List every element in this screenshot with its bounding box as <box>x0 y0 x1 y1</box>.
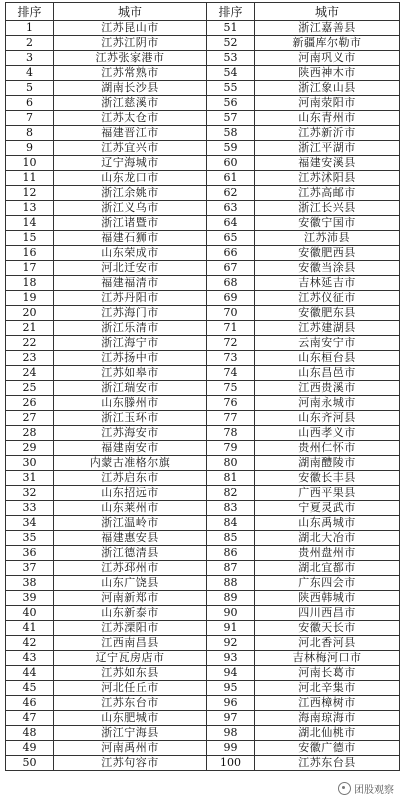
city-left-cell: 福建福清市 <box>54 276 207 291</box>
rank-right-cell: 100 <box>207 756 255 771</box>
city-ranking-table <box>5 2 400 771</box>
rank-left-cell: 20 <box>6 306 54 321</box>
city-right-cell: 新疆库尔勒市 <box>255 36 400 51</box>
rank-right-cell: 81 <box>207 471 255 486</box>
rank-right-cell: 94 <box>207 666 255 681</box>
rank-right-cell: 80 <box>207 456 255 471</box>
rank-left-cell: 44 <box>6 666 54 681</box>
city-left-cell: 江苏张家港市 <box>54 51 207 66</box>
rank-left-cell: 31 <box>6 471 54 486</box>
rank-right-cell: 56 <box>207 96 255 111</box>
city-left-cell: 河南新郑市 <box>54 591 207 606</box>
table-row <box>6 261 400 276</box>
city-left-cell: 浙江德清县 <box>54 546 207 561</box>
city-right-cell: 江西贵溪市 <box>255 381 400 396</box>
city-right-cell: 海南琼海市 <box>255 711 400 726</box>
table-row <box>6 126 400 141</box>
city-left-cell: 浙江诸暨市 <box>54 216 207 231</box>
city-right-cell: 安徽天长市 <box>255 621 400 636</box>
rank-right-cell: 85 <box>207 531 255 546</box>
city-right-cell: 江苏沛县 <box>255 231 400 246</box>
rank-right-cell: 68 <box>207 276 255 291</box>
city-left-cell: 江苏溧阳市 <box>54 621 207 636</box>
table-row <box>6 171 400 186</box>
table-row <box>6 81 400 96</box>
rank-right-cell: 89 <box>207 591 255 606</box>
rank-right-cell: 54 <box>207 66 255 81</box>
city-left-cell: 河北任丘市 <box>54 681 207 696</box>
city-left-cell: 江苏邳州市 <box>54 561 207 576</box>
wechat-logo-icon <box>338 782 351 795</box>
table-row <box>6 651 400 666</box>
table-row <box>6 486 400 501</box>
rank-right-cell: 62 <box>207 186 255 201</box>
rank-left-cell: 1 <box>6 21 54 36</box>
rank-right-cell: 73 <box>207 351 255 366</box>
rank-right-cell: 64 <box>207 216 255 231</box>
city-right-cell: 江苏东台县 <box>255 756 400 771</box>
city-right-cell: 吉林延吉市 <box>255 276 400 291</box>
table-row <box>6 366 400 381</box>
city-right-cell: 山西孝义市 <box>255 426 400 441</box>
rank-right-cell: 93 <box>207 651 255 666</box>
rank-right-cell: 97 <box>207 711 255 726</box>
rank-left-cell: 24 <box>6 366 54 381</box>
rank-left-cell: 49 <box>6 741 54 756</box>
city-right-cell: 云南安宁市 <box>255 336 400 351</box>
table-row <box>6 426 400 441</box>
city-left-cell: 浙江瑞安市 <box>54 381 207 396</box>
city-right-cell: 江苏高邮市 <box>255 186 400 201</box>
rank-left-cell: 45 <box>6 681 54 696</box>
city-left-cell: 江苏丹阳市 <box>54 291 207 306</box>
city-right-cell: 山东青州市 <box>255 111 400 126</box>
city-left-cell: 江西南昌县 <box>54 636 207 651</box>
rank-right-cell: 72 <box>207 336 255 351</box>
table-row <box>6 531 400 546</box>
city-right-cell: 河南长葛市 <box>255 666 400 681</box>
table-row <box>6 561 400 576</box>
city-left-cell: 江苏启东市 <box>54 471 207 486</box>
rank-right-cell: 82 <box>207 486 255 501</box>
table-row <box>6 411 400 426</box>
city-left-cell: 山东龙口市 <box>54 171 207 186</box>
rank-left-cell: 6 <box>6 96 54 111</box>
city-left-cell: 辽宁海城市 <box>54 156 207 171</box>
table-row <box>6 21 400 36</box>
city-left-cell: 江苏海安市 <box>54 426 207 441</box>
rank-left-cell: 12 <box>6 186 54 201</box>
table-row <box>6 621 400 636</box>
table-row <box>6 351 400 366</box>
rank-right-cell: 84 <box>207 516 255 531</box>
header-city-right: 城市 <box>255 3 400 21</box>
city-left-cell: 江苏常熟市 <box>54 66 207 81</box>
rank-left-cell: 46 <box>6 696 54 711</box>
city-left-cell: 浙江慈溪市 <box>54 96 207 111</box>
rank-left-cell: 16 <box>6 246 54 261</box>
rank-right-cell: 74 <box>207 366 255 381</box>
rank-left-cell: 7 <box>6 111 54 126</box>
city-right-cell: 山东禹城市 <box>255 516 400 531</box>
city-right-cell: 湖北仙桃市 <box>255 726 400 741</box>
rank-right-cell: 69 <box>207 291 255 306</box>
table-row <box>6 216 400 231</box>
rank-left-cell: 14 <box>6 216 54 231</box>
table-row <box>6 546 400 561</box>
city-right-cell: 河北香河县 <box>255 636 400 651</box>
table-row <box>6 141 400 156</box>
table-row <box>6 276 400 291</box>
table-row <box>6 36 400 51</box>
rank-left-cell: 19 <box>6 291 54 306</box>
rank-right-cell: 67 <box>207 261 255 276</box>
city-right-cell: 吉林梅河口市 <box>255 651 400 666</box>
city-right-cell: 浙江嘉善县 <box>255 21 400 36</box>
table-row <box>6 156 400 171</box>
rank-left-cell: 5 <box>6 81 54 96</box>
rank-right-cell: 63 <box>207 201 255 216</box>
rank-right-cell: 57 <box>207 111 255 126</box>
rank-right-cell: 86 <box>207 546 255 561</box>
rank-left-cell: 8 <box>6 126 54 141</box>
rank-left-cell: 22 <box>6 336 54 351</box>
rank-right-cell: 79 <box>207 441 255 456</box>
rank-right-cell: 60 <box>207 156 255 171</box>
city-right-cell: 四川西昌市 <box>255 606 400 621</box>
city-left-cell: 山东招远市 <box>54 486 207 501</box>
rank-right-cell: 96 <box>207 696 255 711</box>
table-row <box>6 756 400 771</box>
city-right-cell: 江苏建湖县 <box>255 321 400 336</box>
city-left-cell: 河南禹州市 <box>54 741 207 756</box>
rank-right-cell: 70 <box>207 306 255 321</box>
rank-right-cell: 90 <box>207 606 255 621</box>
table-row <box>6 51 400 66</box>
rank-right-cell: 75 <box>207 381 255 396</box>
rank-left-cell: 43 <box>6 651 54 666</box>
table-row <box>6 606 400 621</box>
rank-right-cell: 95 <box>207 681 255 696</box>
city-left-cell: 江苏扬中市 <box>54 351 207 366</box>
rank-left-cell: 23 <box>6 351 54 366</box>
city-left-cell: 江苏江阴市 <box>54 36 207 51</box>
rank-left-cell: 38 <box>6 576 54 591</box>
city-right-cell: 安徽肥西县 <box>255 246 400 261</box>
city-left-cell: 江苏海门市 <box>54 306 207 321</box>
header-rank-right: 排序 <box>207 3 255 21</box>
table-row <box>6 336 400 351</box>
city-right-cell: 安徽广德市 <box>255 741 400 756</box>
rank-right-cell: 78 <box>207 426 255 441</box>
rank-right-cell: 61 <box>207 171 255 186</box>
table-row <box>6 201 400 216</box>
rank-right-cell: 58 <box>207 126 255 141</box>
table-row <box>6 96 400 111</box>
rank-right-cell: 77 <box>207 411 255 426</box>
rank-left-cell: 21 <box>6 321 54 336</box>
city-left-cell: 山东滕州市 <box>54 396 207 411</box>
rank-left-cell: 10 <box>6 156 54 171</box>
city-right-cell: 湖北大冶市 <box>255 531 400 546</box>
rank-left-cell: 3 <box>6 51 54 66</box>
city-left-cell: 福建晋江市 <box>54 126 207 141</box>
city-left-cell: 浙江玉环市 <box>54 411 207 426</box>
rank-left-cell: 36 <box>6 546 54 561</box>
rank-left-cell: 11 <box>6 171 54 186</box>
rank-right-cell: 88 <box>207 576 255 591</box>
city-right-cell: 江苏沭阳县 <box>255 171 400 186</box>
city-right-cell: 河南永城市 <box>255 396 400 411</box>
rank-left-cell: 37 <box>6 561 54 576</box>
ranking-table-container <box>5 2 400 771</box>
table-row <box>6 471 400 486</box>
city-left-cell: 内蒙古准格尔旗 <box>54 456 207 471</box>
table-row <box>6 681 400 696</box>
city-right-cell: 山东昌邑市 <box>255 366 400 381</box>
rank-right-cell: 71 <box>207 321 255 336</box>
table-row <box>6 441 400 456</box>
rank-left-cell: 32 <box>6 486 54 501</box>
table-row <box>6 291 400 306</box>
city-left-cell: 湖南长沙县 <box>54 81 207 96</box>
city-left-cell: 福建南安市 <box>54 441 207 456</box>
city-left-cell: 浙江乐清市 <box>54 321 207 336</box>
city-left-cell: 山东广饶县 <box>54 576 207 591</box>
rank-left-cell: 25 <box>6 381 54 396</box>
header-city-left: 城市 <box>54 3 207 21</box>
city-left-cell: 江苏昆山市 <box>54 21 207 36</box>
rank-right-cell: 52 <box>207 36 255 51</box>
rank-right-cell: 91 <box>207 621 255 636</box>
table-header-row <box>6 3 400 21</box>
city-left-cell: 山东肥城市 <box>54 711 207 726</box>
city-left-cell: 山东荣成市 <box>54 246 207 261</box>
table-row <box>6 456 400 471</box>
city-left-cell: 浙江义乌市 <box>54 201 207 216</box>
city-left-cell: 江苏如东县 <box>54 666 207 681</box>
watermark <box>336 781 396 796</box>
city-right-cell: 贵州盘州市 <box>255 546 400 561</box>
city-right-cell: 江苏新沂市 <box>255 126 400 141</box>
table-row <box>6 111 400 126</box>
table-row <box>6 666 400 681</box>
city-left-cell: 山东莱州市 <box>54 501 207 516</box>
rank-left-cell: 26 <box>6 396 54 411</box>
table-row <box>6 246 400 261</box>
city-right-cell: 安徽肥东县 <box>255 306 400 321</box>
rank-right-cell: 51 <box>207 21 255 36</box>
rank-left-cell: 15 <box>6 231 54 246</box>
city-right-cell: 湖南醴陵市 <box>255 456 400 471</box>
table-row <box>6 636 400 651</box>
city-left-cell: 浙江温岭市 <box>54 516 207 531</box>
rank-right-cell: 66 <box>207 246 255 261</box>
city-left-cell: 浙江宁海县 <box>54 726 207 741</box>
city-left-cell: 江苏如皋市 <box>54 366 207 381</box>
table-row <box>6 696 400 711</box>
rank-left-cell: 35 <box>6 531 54 546</box>
rank-left-cell: 28 <box>6 426 54 441</box>
table-row <box>6 516 400 531</box>
city-right-cell: 河北辛集市 <box>255 681 400 696</box>
rank-left-cell: 42 <box>6 636 54 651</box>
rank-left-cell: 4 <box>6 66 54 81</box>
rank-left-cell: 13 <box>6 201 54 216</box>
city-left-cell: 江苏宜兴市 <box>54 141 207 156</box>
city-right-cell: 广东四会市 <box>255 576 400 591</box>
city-right-cell: 江西樟树市 <box>255 696 400 711</box>
rank-right-cell: 98 <box>207 726 255 741</box>
rank-left-cell: 29 <box>6 441 54 456</box>
city-left-cell: 福建惠安县 <box>54 531 207 546</box>
city-right-cell: 浙江平湖市 <box>255 141 400 156</box>
watermark-text: 团股观察 <box>354 785 394 796</box>
table-row <box>6 591 400 606</box>
city-left-cell: 浙江余姚市 <box>54 186 207 201</box>
city-right-cell: 宁夏灵武市 <box>255 501 400 516</box>
rank-left-cell: 9 <box>6 141 54 156</box>
city-left-cell: 江苏东台市 <box>54 696 207 711</box>
rank-left-cell: 30 <box>6 456 54 471</box>
city-left-cell: 山东新泰市 <box>54 606 207 621</box>
city-right-cell: 贵州仁怀市 <box>255 441 400 456</box>
city-right-cell: 江苏仪征市 <box>255 291 400 306</box>
header-rank-left: 排序 <box>6 3 54 21</box>
city-right-cell: 浙江象山县 <box>255 81 400 96</box>
rank-left-cell: 39 <box>6 591 54 606</box>
city-left-cell: 江苏句容市 <box>54 756 207 771</box>
table-row <box>6 321 400 336</box>
city-right-cell: 浙江长兴县 <box>255 201 400 216</box>
rank-right-cell: 92 <box>207 636 255 651</box>
city-right-cell: 陕西韩城市 <box>255 591 400 606</box>
city-right-cell: 陕西神木市 <box>255 66 400 81</box>
city-right-cell: 山东桓台县 <box>255 351 400 366</box>
rank-left-cell: 33 <box>6 501 54 516</box>
rank-left-cell: 40 <box>6 606 54 621</box>
table-row <box>6 186 400 201</box>
table-row <box>6 66 400 81</box>
rank-left-cell: 2 <box>6 36 54 51</box>
table-body <box>6 21 400 771</box>
rank-left-cell: 34 <box>6 516 54 531</box>
rank-left-cell: 27 <box>6 411 54 426</box>
table-row <box>6 741 400 756</box>
rank-right-cell: 87 <box>207 561 255 576</box>
city-right-cell: 安徽长丰县 <box>255 471 400 486</box>
city-right-cell: 福建安溪县 <box>255 156 400 171</box>
city-left-cell: 福建石狮市 <box>54 231 207 246</box>
rank-right-cell: 65 <box>207 231 255 246</box>
table-row <box>6 381 400 396</box>
city-right-cell: 山东齐河县 <box>255 411 400 426</box>
rank-right-cell: 76 <box>207 396 255 411</box>
city-left-cell: 浙江海宁市 <box>54 336 207 351</box>
city-right-cell: 安徽宁国市 <box>255 216 400 231</box>
table-row <box>6 396 400 411</box>
city-left-cell: 河北迁安市 <box>54 261 207 276</box>
table-row <box>6 306 400 321</box>
rank-left-cell: 41 <box>6 621 54 636</box>
city-right-cell: 河南荥阳市 <box>255 96 400 111</box>
rank-right-cell: 55 <box>207 81 255 96</box>
rank-right-cell: 59 <box>207 141 255 156</box>
city-right-cell: 湖北宜都市 <box>255 561 400 576</box>
city-left-cell: 辽宁瓦房店市 <box>54 651 207 666</box>
rank-left-cell: 47 <box>6 711 54 726</box>
rank-left-cell: 48 <box>6 726 54 741</box>
table-row <box>6 576 400 591</box>
rank-left-cell: 50 <box>6 756 54 771</box>
rank-right-cell: 99 <box>207 741 255 756</box>
table-row <box>6 726 400 741</box>
table-row <box>6 501 400 516</box>
city-right-cell: 安徽当涂县 <box>255 261 400 276</box>
rank-right-cell: 83 <box>207 501 255 516</box>
city-right-cell: 河南巩义市 <box>255 51 400 66</box>
rank-left-cell: 18 <box>6 276 54 291</box>
city-right-cell: 广西平果县 <box>255 486 400 501</box>
city-left-cell: 江苏太仓市 <box>54 111 207 126</box>
table-row <box>6 231 400 246</box>
rank-right-cell: 53 <box>207 51 255 66</box>
rank-left-cell: 17 <box>6 261 54 276</box>
table-row <box>6 711 400 726</box>
